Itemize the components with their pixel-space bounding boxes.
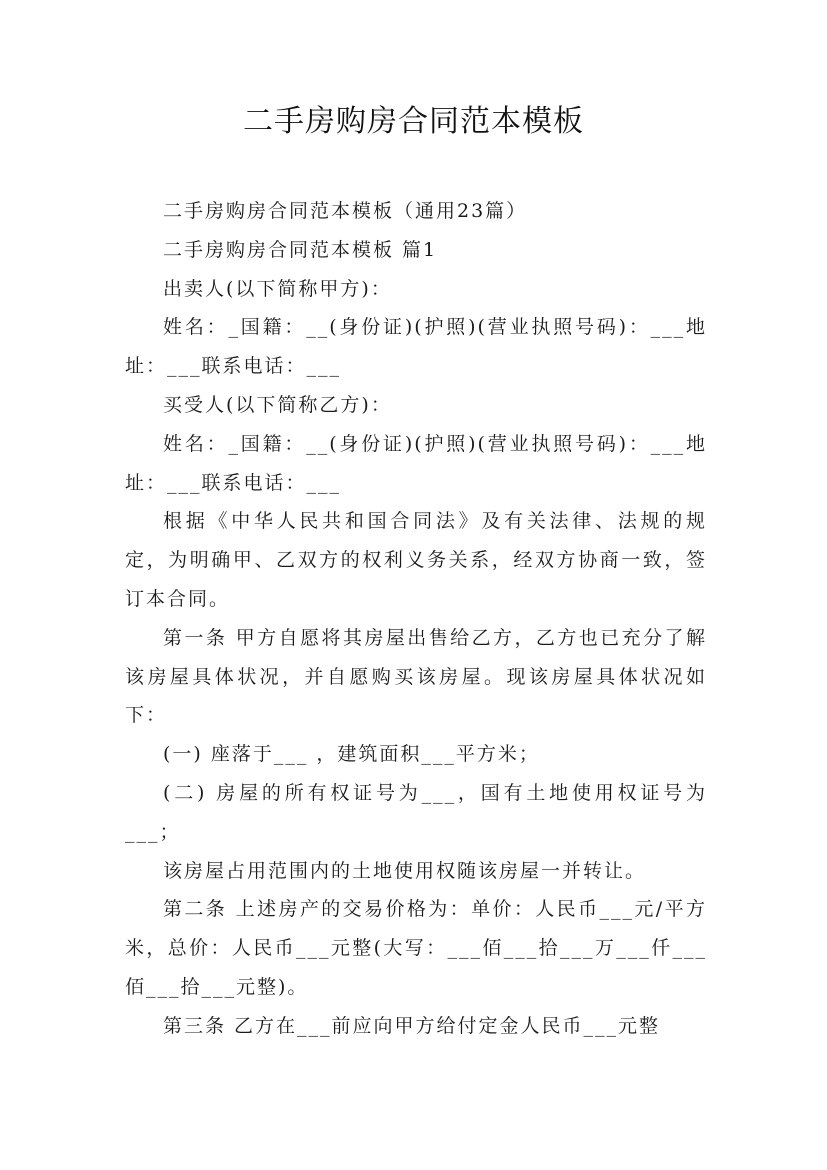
paragraph-article-2: 第二条 上述房产的交易价格为：单价：人民币___元/平方米，总价：人民币___元整(大写：___佰___拾___万___仟___佰___拾___元整)。 (125, 898, 707, 998)
paragraph-seller-label: 出卖人(以下简称甲方)： (163, 277, 392, 300)
paragraph-preamble: 根据《中华人民共和国合同法》及有关法律、法规的规定，为明确甲、乙双方的权利义务关系，经双方协商一致，签订本合同。 (125, 510, 707, 610)
paragraph-seller-info: 姓名：_国籍：__(身份证)(护照)(营业执照号码)：___地址：___联系电话：___ (125, 316, 707, 378)
paragraph-article-1: 第一条 甲方自愿将其房屋出售给乙方，乙方也已充分了解该房屋具体状况，并自愿购买该房屋。现该房屋具体状况如下： (125, 626, 707, 727)
paragraph-section-label: 二手房购房合同范本模板 篇1 (163, 238, 438, 261)
document-title: 二手房购房合同范本模板 (243, 104, 584, 139)
paragraph-buyer-info: 姓名：_国籍：__(身份证)(护照)(营业执照号码)：___地址：___联系电话：___ (125, 432, 707, 494)
paragraph-land-use: 该房屋占用范围内的土地使用权随该房屋一并转让。 (163, 859, 647, 882)
document-body (125, 192, 707, 1046)
paragraph-heading: 二手房购房合同范本模板（通用23篇） (163, 200, 528, 222)
paragraph-article-3: 第三条 乙方在___前应向甲方给付定金人民币___元整 (163, 1014, 661, 1037)
paragraph-item-2: (二) 房屋的所有权证号为___，国有土地使用权证号为___； (125, 781, 707, 843)
paragraph-item-1: (一) 座落于___ ，建筑面积___平方米； (163, 743, 540, 766)
paragraph-buyer-label: 买受人(以下简称乙方)： (163, 393, 392, 416)
